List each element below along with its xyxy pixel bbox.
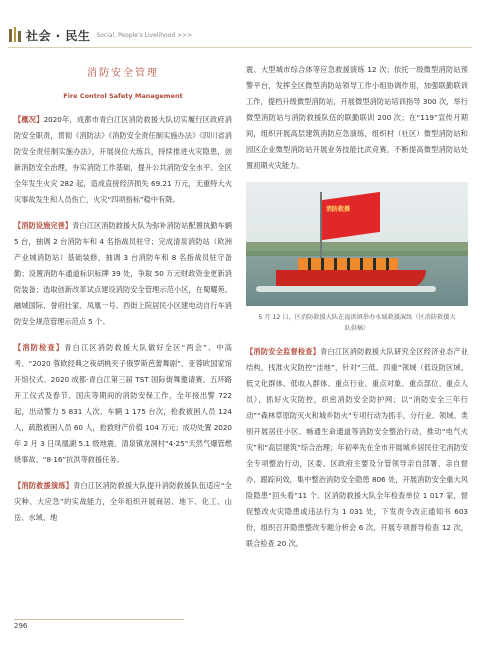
paragraph-tag: 【消防安全监督检查】	[246, 347, 321, 356]
paragraph-text: 2020年，成都市青白江区消防救援大队切实履行区政府消防安全职责，贯彻《消防法》《消防安全责任制实施办法》《四川省消防安全责任制实施办法》，开展岗位大练兵，持续推进火灾隐患，创新消防安全治理，夯实消防工作基础，提升公共消防安全水平。全区全年发生火灾 282 起，造成直接经济损失 69.21 万元，无重特大火灾事故发生和人员伤亡，火灾“四项指标”稳中有降。	[14, 115, 232, 204]
footer-divider	[14, 619, 184, 620]
header-divider	[8, 47, 472, 48]
photo-flag-text: 消防救援	[326, 206, 351, 213]
paragraph-inspection	[14, 340, 232, 468]
paragraph-text: 青白江区消防救援大队做好全区“两会”、中高考、“2020 蓉欧经典之夜胡桃夹子俄罗斯芭蕾舞剧”、亚蓉欧国家馆开馆仪式、2020 成都·青白江第三届 TST 国际街舞邀请赛、五环路开工仪式及春节、国庆等期间的消防安保工作，全年接出警 722 起，出动警力 5 831 人次、车辆 1 175 台次，抢救被困人员 124 人，疏散被困人员 60 人，抢救财产价值 104 万元；成功处置 2020 年 2 月 3 日凤凰湖 5.1 级地震、清泉镇龙洞村“4·25”天然气爆管燃烧事故、“8·16”抗洪等救援任务。	[14, 343, 232, 464]
right-column	[246, 62, 468, 552]
photo-water-wake	[256, 286, 436, 292]
page-number: 296	[14, 622, 28, 630]
paragraph-tag: 【消防检查】	[14, 343, 65, 352]
page-header	[8, 26, 192, 44]
paragraph-text: 青白江区消防救援大队提升消防救援队伍适应“全灾种、大应急”的实战能力，全年组织开展商居、地下、化工、山岳、水域、地	[14, 481, 232, 522]
photo-flag	[322, 192, 380, 240]
paragraph-tag: 【消防救援演练】	[14, 481, 74, 490]
paragraph-drills-continued: 震、大型城市综合体等应急救援演练 12 次；依托一级微型消防站预警平台，发挥全区微型消防站领导工作小组协调作用，加强联勤联训工作，提档升级微型消防站，开展微型消防站培训指导 300 次，举行微型消防站与消防救援队伍的联勤联训 200 次；在“119”宣传月期间，组织开展高层建筑消防应急演练，组织村（社区）微型消防站和园区企业微型消防站开展业务技能比武竞赛，不断提高微型消防站处置初期火灾能力。	[246, 65, 468, 170]
photo-treeline	[246, 242, 468, 256]
rescue-drill-photo	[246, 182, 468, 306]
header-subtitle: Social, People's Livelihood >>>	[96, 31, 193, 39]
paragraph-overview	[14, 112, 232, 208]
paragraph-facilities	[14, 218, 232, 330]
section-logo-icon	[8, 27, 22, 43]
paragraph-tag: 【概况】	[14, 115, 44, 124]
paragraph-text: 青白江区消防救援大队为弥补消防站配置执勤车辆 5 台，抽调 2 台消防车和 4 名指战员驻守；完成清泉消防站（欧洲产业城消防站）基础装修，抽调 3 台消防车和 8 名指战员驻守备勤；设置消防车通道标识标牌 39 处，争取 50 万元财政资金更新消防装备；选取创新改革试点建设消防安全管理示范小区，在蜀耀苑、融城国际、誉府壮家、凤凰一号、西街上院居民小区建电动自行车消防安全规范管理示范点 5 个。	[14, 221, 232, 326]
paragraph-tag: 【消防设施完善】	[14, 221, 73, 230]
section-title: 消防安全管理	[87, 68, 159, 79]
paragraph-supervision	[246, 344, 468, 552]
left-column	[14, 62, 232, 526]
paragraph-drills	[14, 478, 232, 526]
paragraph-text: 青白江区消防救援大队研究全区经济业态产业结构，找准火灾防控“洼地”，针对“三低、四重”领域（低设防区域、低文化群体、低收入群体、重点行业、重点对象、重点部位、重点人员），抓好火灾防控，织密消防安全防护网；以“消防安全三年行动”“森林草原防灭火和城乡防火”专项行动为抓手，分行业、领域、类别开展居住小区、畅通生命通道等消防安全整治行动，推动“电气火灾”和“高层建筑”综合治理；年初率先在全市开展城乡居民住宅消防安全专项整治行动，区委、区政府主要及分管领导亲自部署、亲自督办、跟踪问效，集中整治消防安全隐患 806 处，开展消防安全重大风险隐患“回头看”11 个。区消防救援大队全年检查单位 1 017 家，督促整改火灾隐患或违法行为 1 031 处，下发责令改正通知书 603 份，组织召开隐患整改专题分析会 6 次，开展专项督导检查 12 次，联合检查 20 次。	[246, 347, 468, 548]
header-title: 社会 · 民生	[26, 28, 91, 43]
section-title-en: Fire Control Safety Management	[63, 92, 183, 100]
photo-caption: 5 月 12 日，区消防救援大队在福洪镇举办水域救援演练（区消防救援大队供稿）	[258, 314, 456, 332]
